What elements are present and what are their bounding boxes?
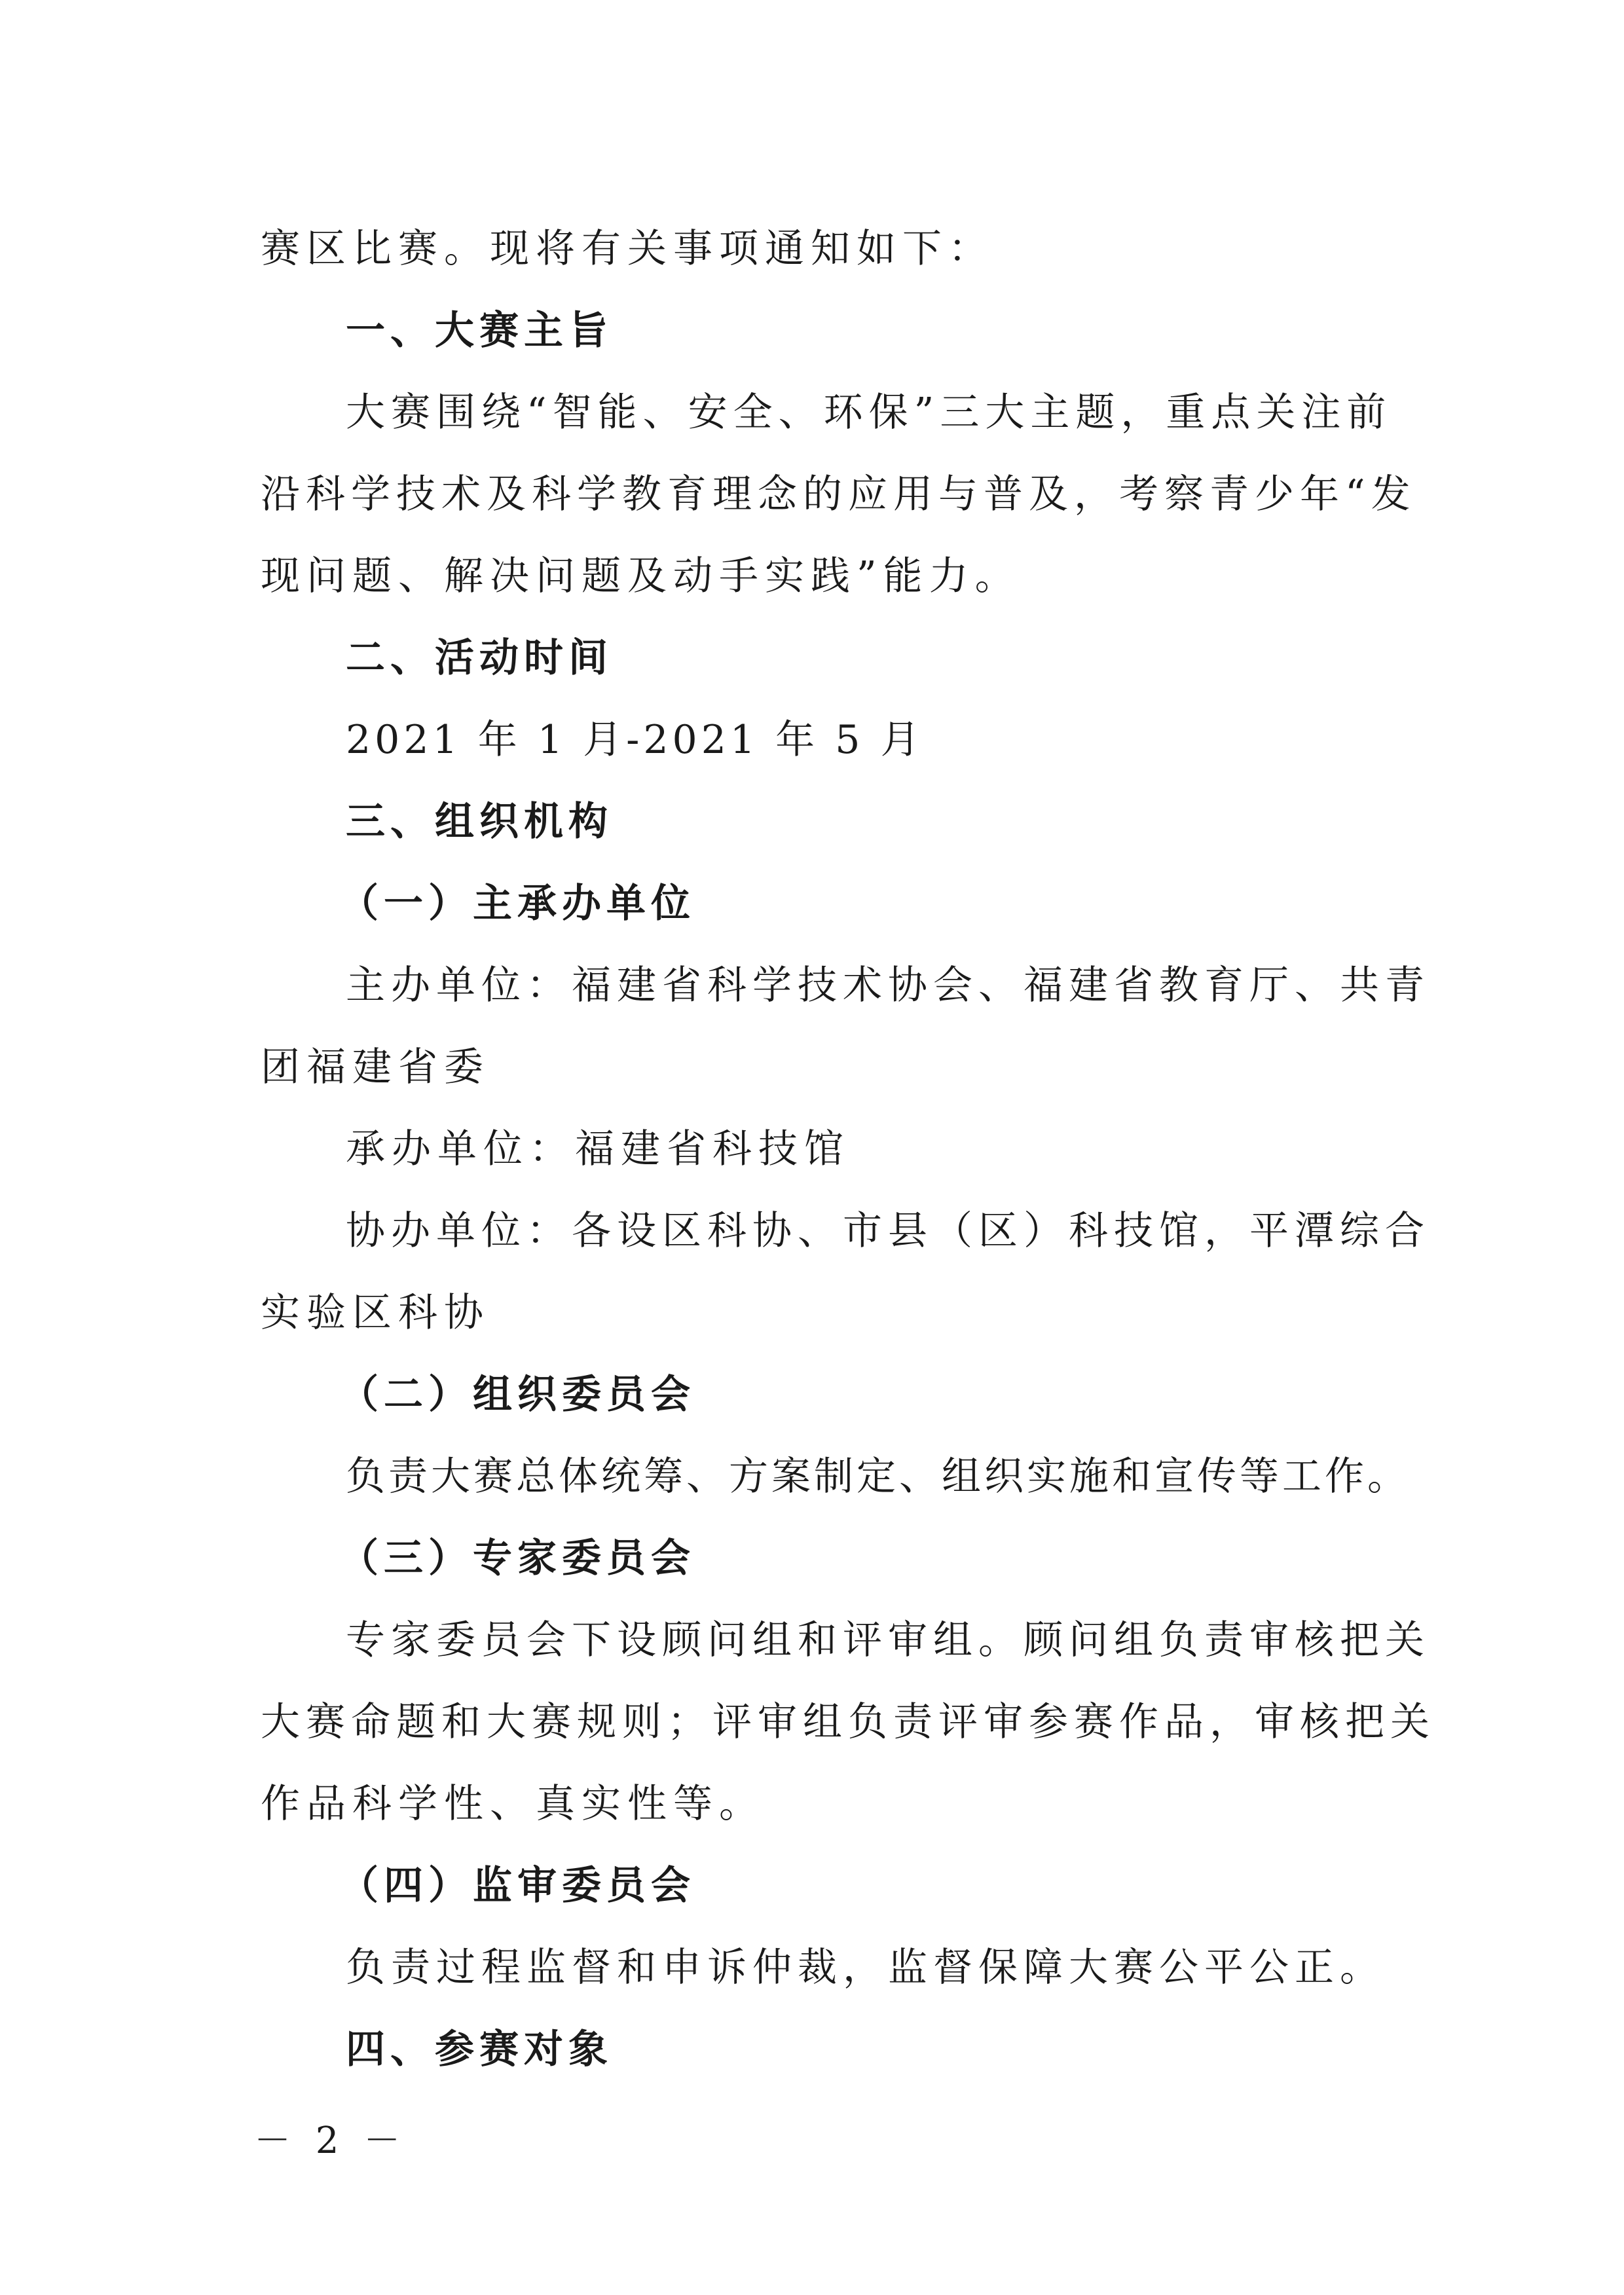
section-heading-time: 二、活动时间	[346, 635, 613, 681]
body-line: 实验区科协	[261, 1290, 490, 1336]
body-line: 作品科学性、真实性等。	[261, 1781, 765, 1827]
subsection-heading-organizing-committee: （二）组织委员会	[339, 1372, 695, 1418]
section-heading-purpose: 一、大赛主旨	[346, 308, 613, 354]
activity-dates: 2021 年 1 月-2021 年 5 月	[346, 717, 924, 763]
body-line: 现问题、解决问题及动手实践”能力。	[261, 553, 1021, 599]
body-line: 负责大赛总体统筹、方案制定、组织实施和宣传等工作。	[346, 1454, 1410, 1499]
subsection-heading-organizers: （一）主承办单位	[339, 881, 695, 927]
section-heading-organization: 三、组织机构	[346, 799, 613, 845]
subsection-heading-supervisory-committee: （四）监审委员会	[339, 1863, 695, 1909]
body-line: 负责过程监督和申诉仲裁，监督保障大赛公平公正。	[346, 1945, 1385, 1991]
body-line: 承办单位：福建省科技馆	[346, 1126, 850, 1172]
body-line: 团福建省委	[261, 1044, 490, 1090]
page-number: － 2 －	[254, 2120, 407, 2162]
body-line: 沿科学技术及科学教育理念的应用与普及，考察青少年“发	[261, 471, 1416, 517]
body-line: 专家委员会下设顾问组和评审组。顾问组负责审核把关	[346, 1617, 1430, 1663]
body-line: 协办单位：各设区科协、市县（区）科技馆，平潭综合	[346, 1208, 1430, 1254]
body-line: 大赛围绕“智能、安全、环保”三大主题，重点关注前	[346, 390, 1392, 435]
section-heading-participants: 四、参赛对象	[346, 2027, 613, 2072]
subsection-heading-expert-committee: （三）专家委员会	[339, 1535, 695, 1581]
body-line: 主办单位：福建省科学技术协会、福建省教育厅、共青	[346, 963, 1430, 1008]
body-line: 赛区比赛。现将有关事项通知如下：	[261, 226, 994, 272]
body-line: 大赛命题和大赛规则；评审组负责评审参赛作品，审核把关	[261, 1699, 1435, 1745]
